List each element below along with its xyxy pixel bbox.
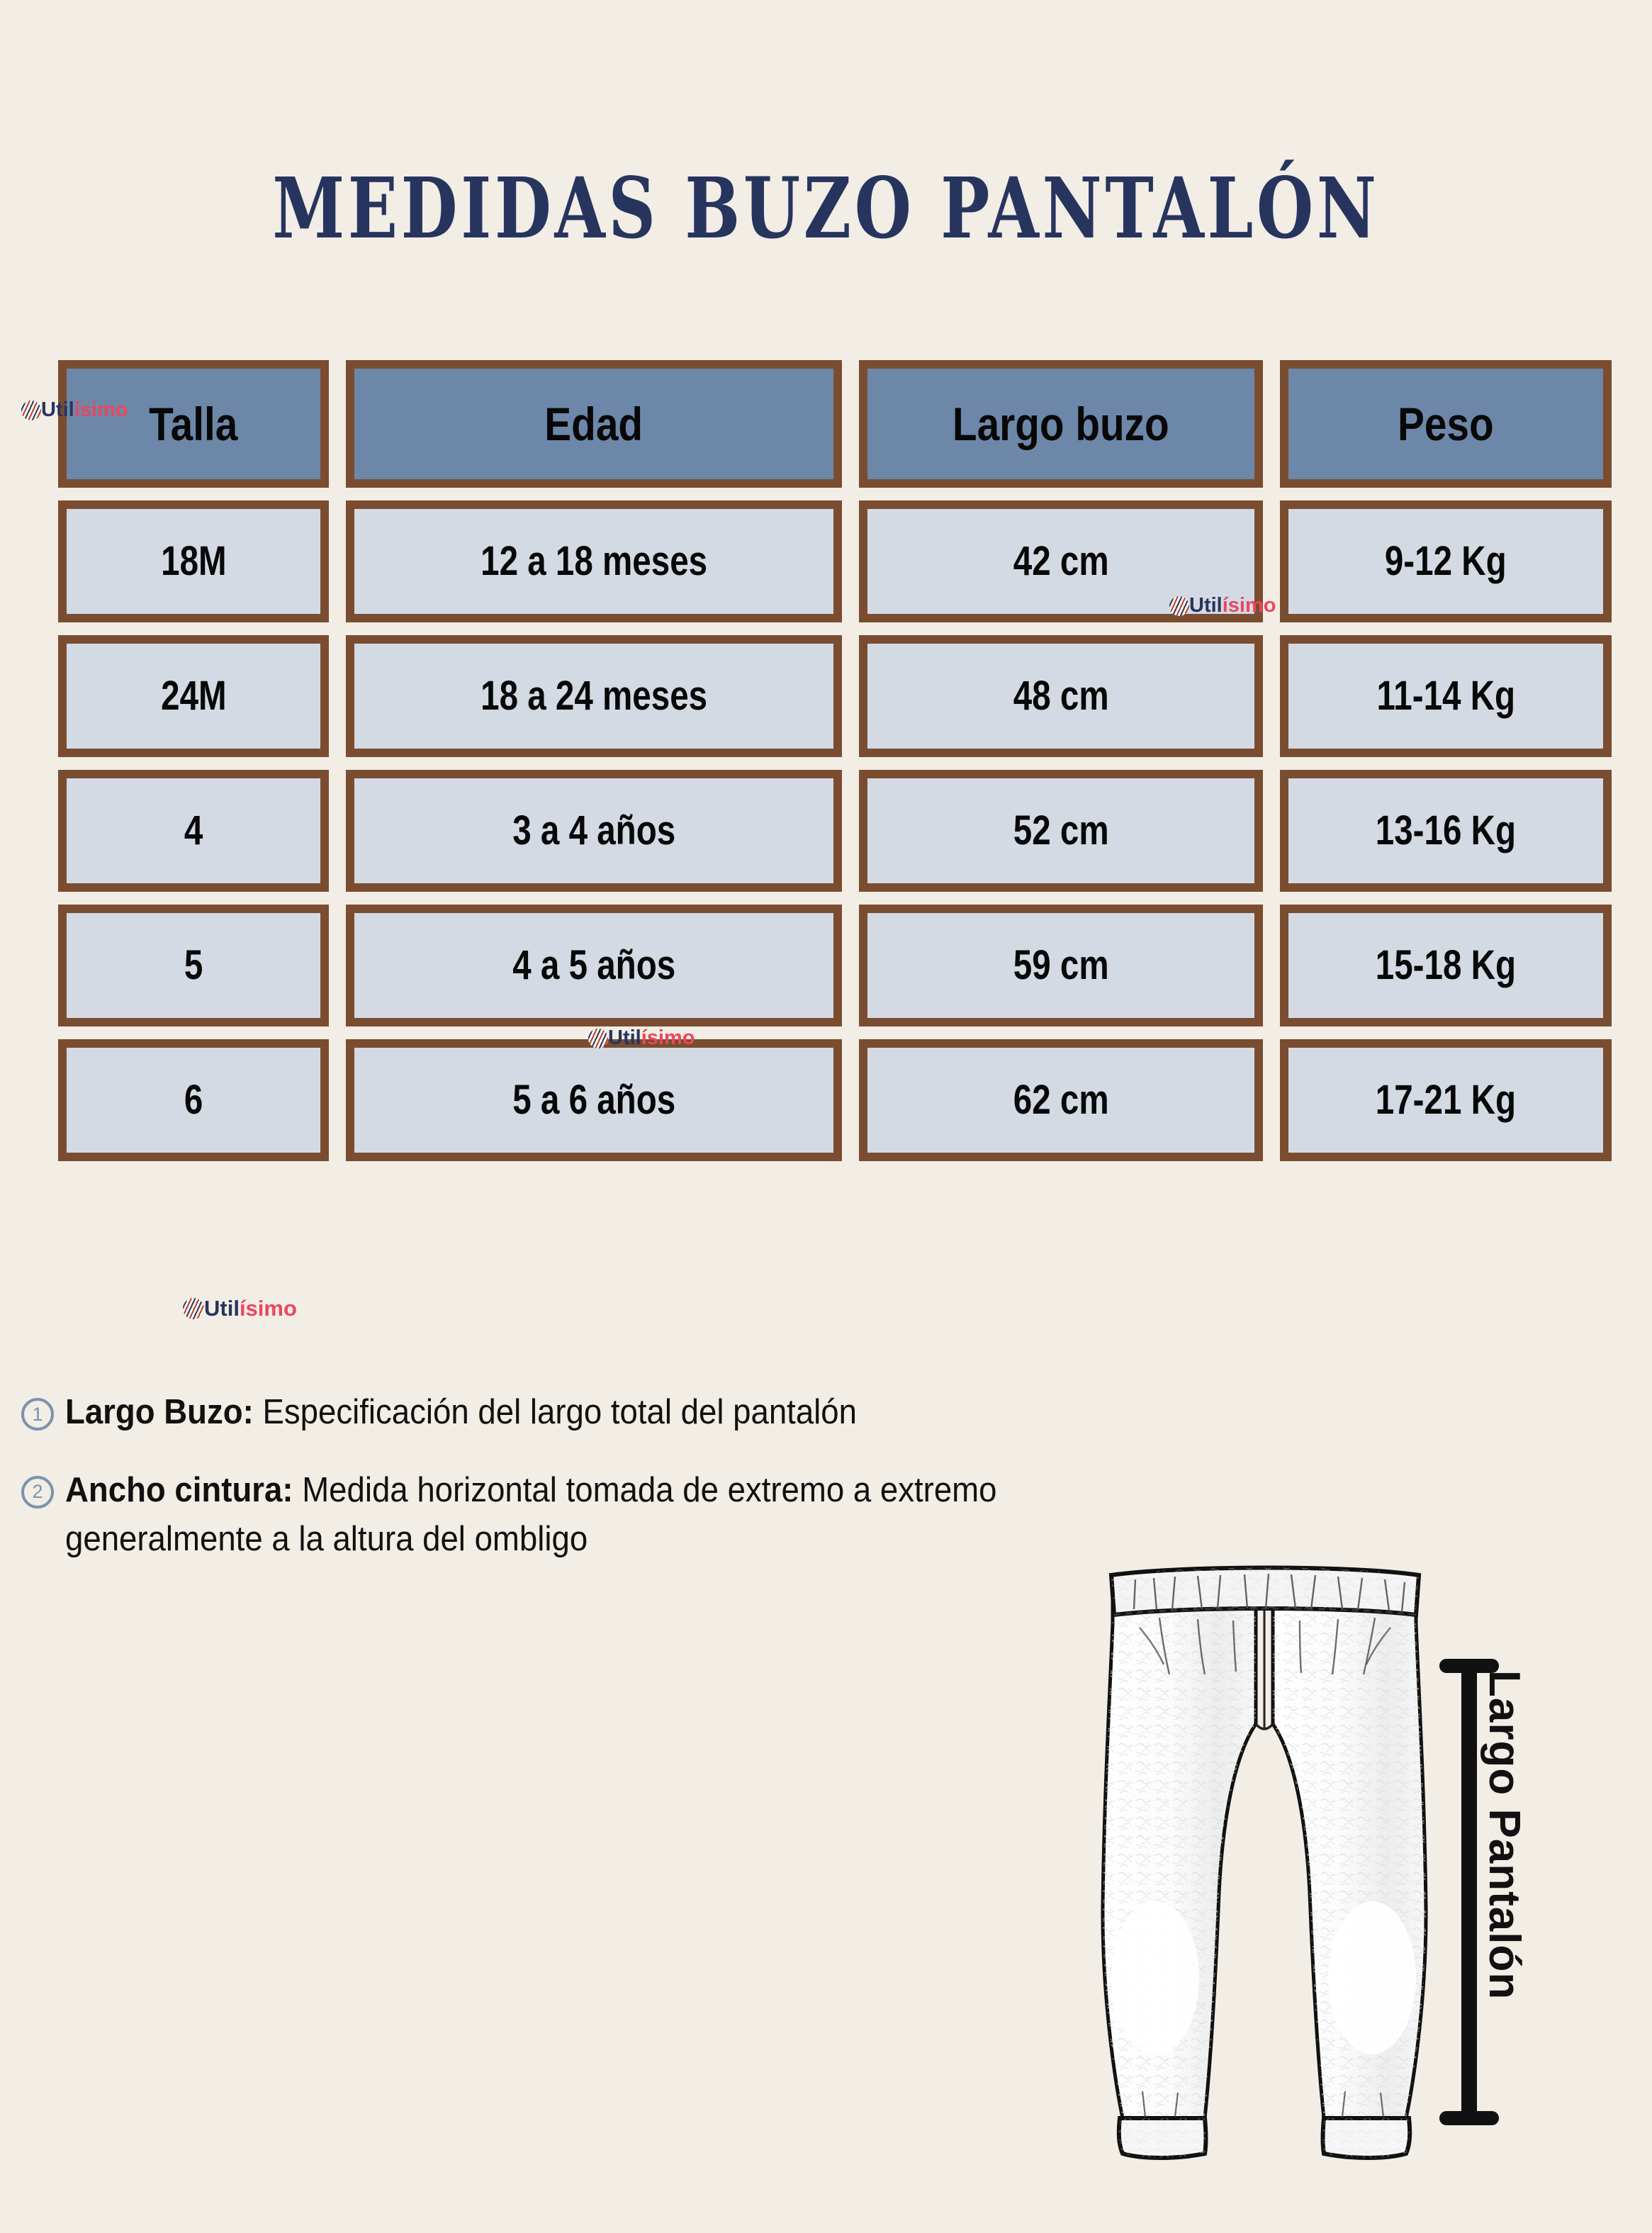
watermark-text-primary: Util (608, 1026, 641, 1049)
value-edad: 12 a 18 meses (480, 538, 707, 584)
cell-edad (346, 500, 842, 622)
page-title: MEDIDAS BUZO PANTALÓN (272, 159, 1380, 257)
header-cell-largo-buzo (859, 360, 1263, 488)
value-largo: 48 cm (1013, 673, 1109, 719)
cell-largo (859, 770, 1263, 892)
cell-peso (1280, 905, 1612, 1026)
header-cell-talla (58, 360, 329, 488)
value-talla: 24M (160, 673, 227, 719)
value-talla: 6 (184, 1077, 203, 1123)
cell-talla (58, 770, 329, 892)
cell-peso (1280, 500, 1612, 622)
header-label-edad: Edad (544, 398, 644, 450)
note-description: Especificación del largo total del pantalón (253, 1393, 857, 1431)
note-label: Ancho cintura: (65, 1470, 293, 1509)
cell-largo (859, 1039, 1263, 1161)
watermark-logo (183, 1296, 297, 1321)
table-row (58, 905, 1595, 1026)
value-largo: 42 cm (1013, 538, 1109, 584)
watermark-text-primary: Util (1189, 594, 1223, 617)
value-peso: 11-14 Kg (1376, 673, 1515, 719)
cell-edad (346, 905, 842, 1026)
value-edad: 18 a 24 meses (480, 673, 707, 719)
measure-cap-bottom (1439, 2111, 1499, 2125)
value-peso: 13-16 Kg (1375, 807, 1517, 854)
cell-largo (859, 500, 1263, 622)
note-number-badge: 1 (21, 1398, 54, 1431)
note-number-badge: 2 (21, 1476, 54, 1509)
pants-illustration-svg (1098, 1538, 1446, 2162)
table-row (58, 500, 1595, 622)
watermark-text-secondary: ísimo (239, 1296, 297, 1321)
value-largo: 52 cm (1013, 807, 1109, 854)
value-peso: 17-21 Kg (1375, 1077, 1517, 1123)
cell-talla (58, 500, 329, 622)
value-talla: 4 (184, 807, 203, 854)
measure-label: Largo Pantalón (1480, 1670, 1529, 2000)
header-label-peso: Peso (1398, 398, 1494, 450)
cell-talla (58, 635, 329, 757)
table-row (58, 770, 1595, 892)
value-largo: 59 cm (1013, 942, 1109, 988)
watermark-text-secondary: ísimo (74, 398, 128, 421)
cell-peso (1280, 1039, 1612, 1161)
notes-section (21, 1388, 1106, 1593)
note-body (65, 1466, 1033, 1565)
header-label-talla: Talla (149, 398, 238, 450)
globe-icon (21, 401, 41, 420)
cell-talla (58, 905, 329, 1026)
value-talla: 18M (160, 538, 227, 584)
value-edad: 4 a 5 años (512, 942, 675, 988)
table-header-row (58, 360, 1595, 488)
note-description: Medida horizontal tomada de extremo a extremo generalmente a la altura del ombligo (65, 1470, 997, 1559)
cell-peso (1280, 635, 1612, 757)
cell-largo (859, 635, 1263, 757)
note-body (65, 1388, 1033, 1438)
cell-edad (346, 770, 842, 892)
header-label-largo-buzo: Largo buzo (953, 398, 1169, 450)
watermark-text-primary: Util (204, 1296, 240, 1321)
header-cell-peso (1280, 360, 1612, 488)
value-edad: 5 a 6 años (512, 1077, 675, 1123)
value-peso: 9-12 Kg (1385, 538, 1507, 584)
value-edad: 3 a 4 años (512, 807, 675, 854)
note-item (21, 1388, 1106, 1438)
cell-edad (346, 635, 842, 757)
cell-largo (859, 905, 1263, 1026)
watermark-text-primary: Util (41, 398, 74, 421)
value-peso: 15-18 Kg (1375, 942, 1517, 988)
header-cell-edad (346, 360, 842, 488)
cell-talla (58, 1039, 329, 1161)
note-label: Largo Buzo: (65, 1393, 254, 1431)
measure-bar (1461, 1662, 1477, 2120)
value-largo: 62 cm (1013, 1077, 1109, 1123)
watermark-text-secondary: ísimo (641, 1026, 695, 1049)
garment-illustration (1091, 1524, 1651, 2169)
note-item (21, 1466, 1106, 1565)
globe-icon (183, 1298, 204, 1319)
value-talla: 5 (184, 942, 203, 988)
watermark-text-secondary: ísimo (1222, 594, 1276, 617)
cell-edad (346, 1039, 842, 1161)
table-row (58, 635, 1595, 757)
cell-peso (1280, 770, 1612, 892)
measurements-table (58, 360, 1595, 1174)
table-row (58, 1039, 1595, 1161)
